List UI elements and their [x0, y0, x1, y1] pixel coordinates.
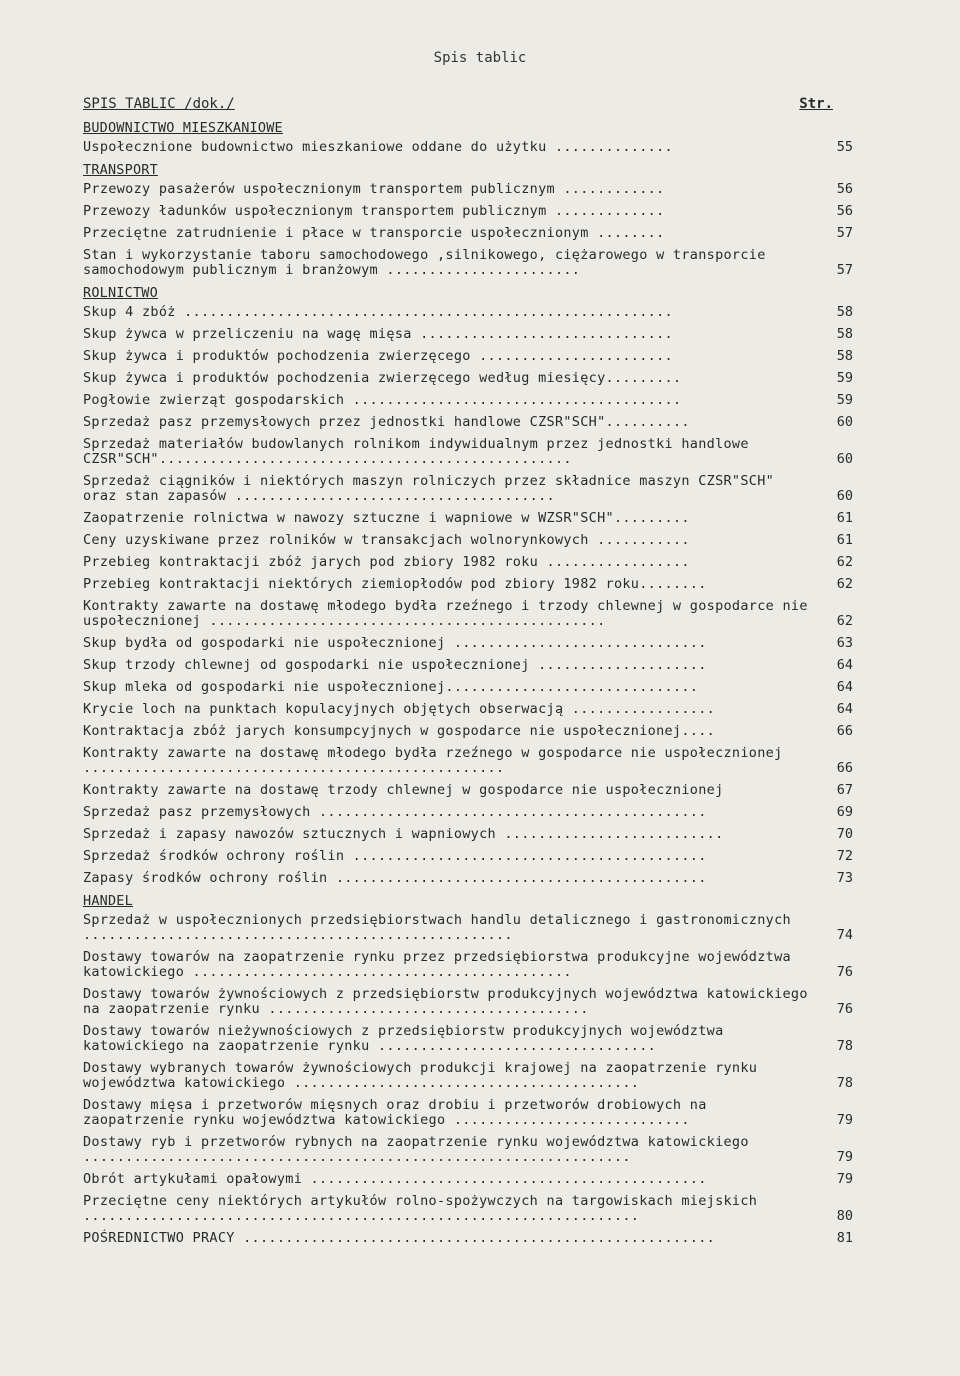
toc-entry-page: 64 [836, 679, 853, 695]
toc-entry-title: Zaopatrzenie rolnictwa w nawozy sztuczne i wapniowe w WZSR"SCH"......... [83, 510, 690, 526]
section-heading: BUDOWNICTWO MIESZKANIOWE [83, 120, 283, 136]
toc-entry-title: Dostawy towarów na zaopatrzenie rynku przez przedsiębiorstwa produkcyjne województwa katowickiego ............................................. [83, 949, 791, 980]
toc-entry [83, 1098, 853, 1128]
toc-entry-page: 66 [836, 760, 853, 776]
toc-entry [83, 599, 853, 629]
toc-entry [83, 1194, 853, 1224]
toc-entry-title: Sprzedaż pasz przemysłowych przez jednostki handlowe CZSR"SCH".......... [83, 414, 690, 430]
toc-entry [83, 987, 853, 1017]
toc-entry-title: Kontrakty zawarte na dostawę młodego bydła rzeźnego w gospodarce nie uspołecznionej .................................................. [83, 745, 783, 776]
toc-entry [83, 827, 853, 842]
toc-entry-page: 80 [836, 1208, 853, 1224]
toc-entry [83, 511, 853, 526]
toc-entry [83, 1135, 853, 1165]
toc-entry [83, 182, 853, 197]
toc-entry-page: 79 [836, 1149, 853, 1165]
toc-entry-title: Sprzedaż ciągników i niektórych maszyn rolniczych przez składnice maszyn CZSR"SCH" oraz stan zapasów ...................................... [83, 473, 775, 504]
page-header: Spis tablic [433, 50, 527, 66]
toc-entry-title: Pogłowie zwierząt gospodarskich ....................................... [83, 392, 682, 408]
toc-entry-title: Skup bydła od gospodarki nie uspołecznionej .............................. [83, 635, 707, 651]
toc-entry-page: 62 [836, 576, 853, 592]
toc-entry-title: Skup żywca w przeliczeniu na wagę mięsa .............................. [83, 326, 673, 342]
toc-entry [83, 371, 853, 386]
toc-entry [83, 555, 853, 570]
toc-entry-title: Sprzedaż materiałów budowlanych rolnikom indywidualnym przez jednostki handlowe CZSR"SCH"................................................. [83, 436, 749, 467]
toc-entry-page: 74 [836, 927, 853, 943]
section-heading-row [83, 120, 853, 136]
toc-entry-title: Przeciętne zatrudnienie i płace w transporcie uspołecznionym ........ [83, 225, 665, 241]
toc-entry [83, 871, 853, 886]
toc-entry-page: 64 [836, 657, 853, 673]
toc-entry-page: 63 [836, 635, 853, 651]
toc-entry [83, 204, 853, 219]
toc-entry [83, 1061, 853, 1091]
toc-entry [83, 226, 853, 241]
toc-entry [83, 636, 853, 651]
toc-entry-page: 55 [836, 139, 853, 155]
toc-entry [83, 724, 853, 739]
toc-entry-title: Przebieg kontraktacji zbóż jarych pod zbiory 1982 roku ................. [83, 554, 690, 570]
toc-entry-page: 62 [836, 554, 853, 570]
toc-entry [83, 577, 853, 592]
section-heading-row [83, 285, 853, 301]
toc-entry-page: 79 [836, 1171, 853, 1187]
toc-entry [83, 305, 853, 320]
toc-entry-page: 56 [836, 203, 853, 219]
toc-entry-title: Krycie loch na punktach kopulacyjnych objętych obserwacją ................. [83, 701, 716, 717]
toc-entry-page: 58 [836, 348, 853, 364]
toc-entry-title: Kontrakty zawarte na dostawę trzody chlewnej w gospodarce nie uspołecznionej [83, 782, 724, 798]
toc-entry [83, 783, 853, 798]
toc-entry-title: Sprzedaż środków ochrony roślin .......................................... [83, 848, 707, 864]
toc-entry-page: 60 [836, 488, 853, 504]
toc-entry-page: 59 [836, 392, 853, 408]
toc-entry-page: 58 [836, 304, 853, 320]
toc-entry-title: Przeciętne ceny niektórych artykułów rolno-spożywczych na targowiskach miejskich .................................................................. [83, 1193, 758, 1224]
toc-entry [83, 805, 853, 820]
toc-entry-page: 60 [836, 414, 853, 430]
toc-entry-page: 69 [836, 804, 853, 820]
toc-entry-page: 81 [836, 1230, 853, 1246]
toc-entry-title: Dostawy towarów nieżywnościowych z przedsiębiorstw produkcyjnych województwa katowickiego na zaopatrzenie rynku ................................. [83, 1023, 724, 1054]
toc-entry [83, 1024, 853, 1054]
toc-entry-title: Dostawy ryb i przetworów rybnych na zaopatrzenie rynku województwa katowickiego ................................................................. [83, 1134, 749, 1165]
toc-entry [83, 437, 853, 467]
toc-entry-title: Przewozy pasażerów uspołecznionym transportem publicznym ............ [83, 181, 665, 197]
toc-entry-page: 58 [836, 326, 853, 342]
table-of-contents [83, 120, 853, 1253]
toc-entry-title: Kontraktacja zbóż jarych konsumpcyjnych w gospodarce nie uspołecznionej.... [83, 723, 716, 739]
toc-entry-title: Przewozy ładunków uspołecznionym transportem publicznym ............. [83, 203, 665, 219]
toc-entry-page: 57 [836, 225, 853, 241]
toc-entry-title: Dostawy towarów żywnościowych z przedsiębiorstw produkcyjnych województwa katowickiego na zaopatrzenie rynku ...................................... [83, 986, 808, 1017]
toc-entry-title: Dostawy mięsa i przetworów mięsnych oraz drobiu i przetworów drobiowych na zaopatrzenie rynku województwa katowickiego ............................ [83, 1097, 707, 1128]
toc-entry-page: 72 [836, 848, 853, 864]
toc-entry-page: 66 [836, 723, 853, 739]
toc-entry [83, 533, 853, 548]
page-column-heading: Str. [799, 96, 833, 112]
toc-entry-title: Sprzedaż w uspołecznionych przedsiębiorstwach handlu detalicznego i gastronomicznych ................................................... [83, 912, 791, 943]
toc-entry [83, 248, 853, 278]
toc-entry [83, 680, 853, 695]
toc-entry [83, 702, 853, 717]
toc-entry-page: 76 [836, 964, 853, 980]
toc-entry [83, 349, 853, 364]
toc-entry-title: Skup żywca i produktów pochodzenia zwierzęcego według miesięcy......... [83, 370, 682, 386]
table-of-contents-heading-row [83, 96, 833, 116]
toc-entry-page: 59 [836, 370, 853, 386]
toc-entry-title: Zapasy środków ochrony roślin ............................................ [83, 870, 707, 886]
toc-entry [83, 658, 853, 673]
toc-entry-title: Skup 4 zbóż .......................................................... [83, 304, 673, 320]
toc-entry-title: Uspołecznione budownictwo mieszkaniowe oddane do użytku .............. [83, 139, 673, 155]
toc-heading: SPIS TABLIC /dok./ [83, 96, 235, 112]
toc-entry-title: Ceny uzyskiwane przez rolników w transakcjach wolnorynkowych ........... [83, 532, 690, 548]
toc-entry-title: Skup trzody chlewnej od gospodarki nie uspołecznionej .................... [83, 657, 707, 673]
section-heading: TRANSPORT [83, 162, 158, 178]
toc-entry-page: 56 [836, 181, 853, 197]
toc-entry-page: 70 [836, 826, 853, 842]
toc-entry-title: Skup mleka od gospodarki nie uspołecznionej.............................. [83, 679, 699, 695]
toc-entry-page: 78 [836, 1038, 853, 1054]
toc-entry-page: 60 [836, 451, 853, 467]
toc-entry [83, 415, 853, 430]
toc-entry-page: 61 [836, 532, 853, 548]
toc-entry [83, 913, 853, 943]
toc-entry-title: Przebieg kontraktacji niektórych ziemiopłodów pod zbiory 1982 roku........ [83, 576, 707, 592]
toc-entry-page: 78 [836, 1075, 853, 1091]
toc-entry [83, 1172, 853, 1187]
toc-entry-page: 57 [836, 262, 853, 278]
section-heading: ROLNICTWO [83, 285, 158, 301]
section-heading-row [83, 893, 853, 909]
toc-entry-page: 61 [836, 510, 853, 526]
toc-entry [83, 474, 853, 504]
toc-entry [83, 1231, 853, 1246]
toc-entry-title: Kontrakty zawarte na dostawę młodego bydła rzeźnego i trzody chlewnej w gospodarce nie uspołecznionej ............................................... [83, 598, 808, 629]
toc-entry-page: 79 [836, 1112, 853, 1128]
toc-entry-page: 62 [836, 613, 853, 629]
toc-entry [83, 950, 853, 980]
toc-entry-page: 67 [836, 782, 853, 798]
toc-entry [83, 327, 853, 342]
toc-entry-page: 76 [836, 1001, 853, 1017]
toc-entry-title: Stan i wykorzystanie taboru samochodowego ,silnikowego, ciężarowego w transporcie samochodowym publicznym i branżowym ....................... [83, 247, 766, 278]
section-heading-row [83, 162, 853, 178]
toc-entry [83, 746, 853, 776]
toc-entry-title: Sprzedaż pasz przemysłowych .............................................. [83, 804, 707, 820]
toc-entry [83, 393, 853, 408]
toc-entry [83, 849, 853, 864]
toc-entry [83, 140, 853, 155]
toc-entry-title: Dostawy wybranych towarów żywnościowych produkcji krajowej na zaopatrzenie rynku województwa katowickiego ......................................... [83, 1060, 758, 1091]
toc-entry-title: Sprzedaż i zapasy nawozów sztucznych i wapniowych .......................... [83, 826, 724, 842]
toc-entry-title: Obrót artykułami opałowymi ............................................... [83, 1171, 707, 1187]
toc-entry-page: 73 [836, 870, 853, 886]
toc-entry-page: 64 [836, 701, 853, 717]
section-heading: HANDEL [83, 893, 133, 909]
toc-entry-title: Skup żywca i produktów pochodzenia zwierzęcego ....................... [83, 348, 673, 364]
toc-entry-title: POŚREDNICTWO PRACY ........................................................ [83, 1230, 716, 1246]
